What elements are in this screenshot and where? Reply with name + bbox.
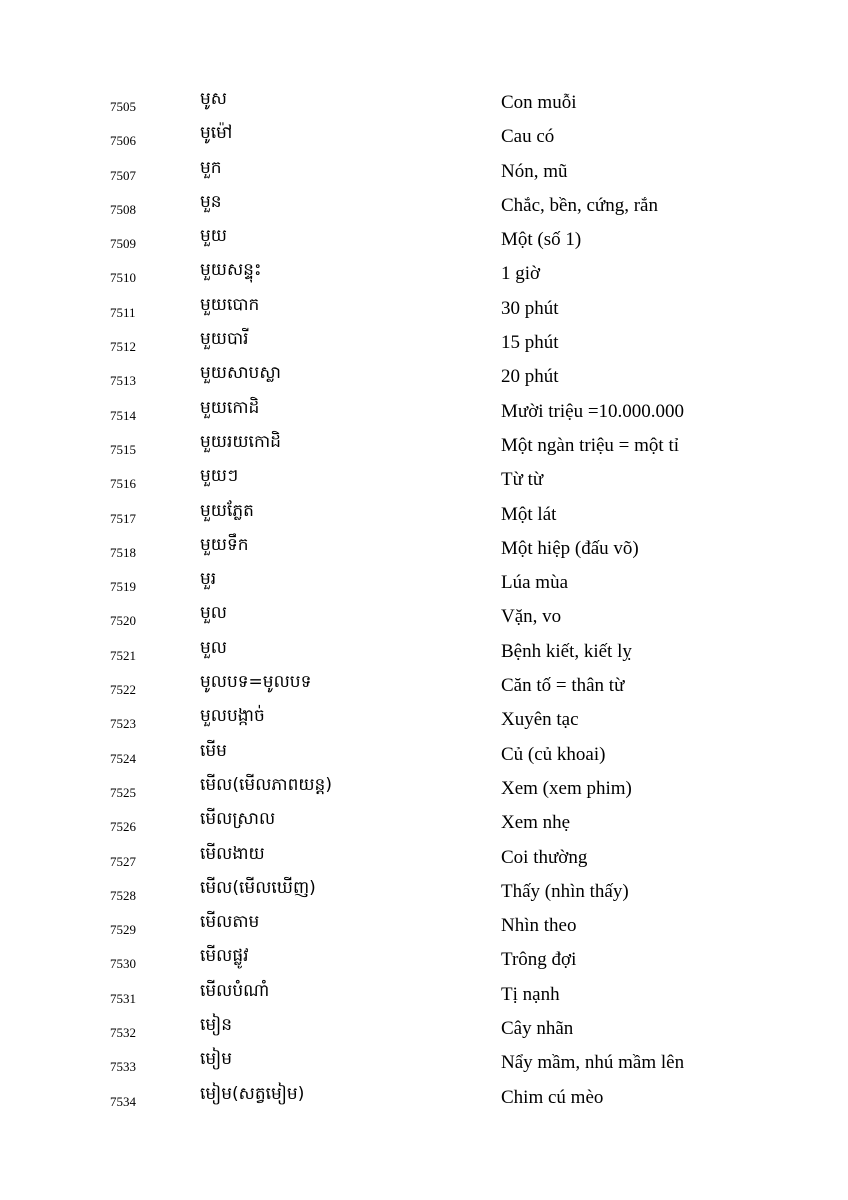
entry-number: 7520: [110, 613, 136, 629]
list-item: [0, 738, 848, 772]
list-item: [0, 703, 848, 737]
khmer-word: មួន: [200, 191, 222, 212]
khmer-word: មួយ: [200, 226, 227, 247]
entry-number: 7521: [110, 647, 136, 663]
entry-number: 7516: [110, 476, 136, 492]
vietnamese-meaning: 15 phút: [501, 332, 559, 354]
vietnamese-meaning: Xuyên tạc: [501, 709, 579, 731]
entry-number: 7507: [110, 167, 136, 183]
entry-number: 7526: [110, 819, 136, 835]
vietnamese-meaning: Xem nhẹ: [501, 812, 571, 834]
entry-number: 7513: [110, 373, 136, 389]
khmer-word: មួយកោដិ: [200, 397, 260, 418]
vietnamese-meaning: Nón, mũ: [501, 160, 568, 182]
list-item: [0, 498, 848, 532]
entry-number: 7514: [110, 407, 136, 423]
list-item: [0, 806, 848, 840]
list-item: [0, 1012, 848, 1046]
entry-number: 7528: [110, 887, 136, 903]
khmer-word: មួល: [200, 603, 227, 624]
list-item: [0, 1081, 848, 1115]
vietnamese-meaning: Trông đợi: [501, 949, 577, 971]
khmer-word: មៀន: [200, 1015, 233, 1036]
list-item: [0, 223, 848, 257]
vietnamese-meaning: Củ (củ khoai): [501, 743, 606, 765]
entry-number: 7519: [110, 579, 136, 595]
vietnamese-meaning: Bệnh kiết, kiết lỵ: [501, 640, 632, 662]
vietnamese-meaning: 30 phút: [501, 297, 559, 319]
vietnamese-meaning: Một lát: [501, 503, 557, 525]
entry-number: 7531: [110, 990, 136, 1006]
khmer-word: មួល: [200, 637, 227, 658]
vietnamese-meaning: Một (số 1): [501, 229, 582, 251]
khmer-word: មៀម(សត្វមៀម): [200, 1083, 305, 1104]
entry-number: 7510: [110, 270, 136, 286]
list-item: [0, 463, 848, 497]
khmer-word: មួយបារី: [200, 329, 249, 350]
khmer-word: មួយបោក: [200, 294, 260, 315]
list-item: [0, 532, 848, 566]
vietnamese-meaning: Một ngàn triệu = một tỉ: [501, 434, 680, 456]
khmer-word: មួលបង្កាច់: [200, 706, 265, 727]
vietnamese-meaning: Nẩy mầm, nhú mầm lên: [501, 1052, 685, 1074]
khmer-word: មើលតាម: [200, 912, 260, 933]
entry-number: 7509: [110, 236, 136, 252]
vietnamese-meaning: Nhìn theo: [501, 915, 577, 937]
entry-number: 7512: [110, 339, 136, 355]
list-item: [0, 257, 848, 291]
list-item: [0, 772, 848, 806]
entry-number: 7532: [110, 1025, 136, 1041]
khmer-word: មួក: [200, 157, 222, 178]
vietnamese-meaning: Coi thường: [501, 846, 588, 868]
entry-number: 7534: [110, 1093, 136, 1109]
vietnamese-meaning: Thấy (nhìn thấy): [501, 880, 629, 902]
list-item: [0, 841, 848, 875]
khmer-word: មើម: [200, 740, 227, 761]
khmer-word: មួយសន្ទុះ: [200, 260, 262, 281]
entry-number: 7518: [110, 544, 136, 560]
entry-number: 7515: [110, 441, 136, 457]
khmer-word: មើល(មើលភាពយន្ត): [200, 774, 332, 795]
list-item: [0, 909, 848, 943]
list-item: [0, 978, 848, 1012]
vietnamese-meaning: Chắc, bền, cứng, rắn: [501, 194, 658, 216]
list-item: [0, 120, 848, 154]
khmer-word: មៀម: [200, 1049, 233, 1070]
khmer-word: មួយភ្លែត: [200, 500, 254, 521]
entry-number: 7511: [110, 304, 136, 320]
khmer-word: មួរ: [200, 569, 217, 590]
khmer-word: មួយសាបស្លា: [200, 363, 281, 384]
entry-number: 7522: [110, 682, 136, 698]
vietnamese-meaning: Tị nạnh: [501, 983, 560, 1005]
vietnamese-meaning: Lúa mùa: [501, 572, 569, 594]
vietnamese-meaning: 1 giờ: [501, 263, 541, 285]
list-item: [0, 566, 848, 600]
list-item: [0, 600, 848, 634]
entry-number: 7523: [110, 716, 136, 732]
list-item: [0, 1046, 848, 1080]
list-item: [0, 189, 848, 223]
vietnamese-meaning: Một hiệp (đấu võ): [501, 537, 639, 559]
entry-list: [0, 86, 848, 1115]
khmer-word: មើលបំណាំ: [200, 980, 270, 1001]
list-item: [0, 292, 848, 326]
khmer-word: មួយទឹក: [200, 534, 249, 555]
khmer-word: មួយរយកោដិ: [200, 431, 281, 452]
entry-number: 7530: [110, 956, 136, 972]
vietnamese-meaning: Cau có: [501, 126, 555, 148]
khmer-word: មូម៉ៅ: [200, 123, 233, 144]
list-item: [0, 86, 848, 120]
entry-number: 7517: [110, 510, 136, 526]
vietnamese-meaning: Con muỗi: [501, 92, 577, 113]
entry-number: 7505: [110, 99, 136, 114]
vietnamese-meaning: Xem (xem phim): [501, 777, 632, 799]
entry-number: 7506: [110, 133, 136, 149]
entry-number: 7525: [110, 784, 136, 800]
khmer-word: មើលស្រាល: [200, 809, 276, 830]
khmer-word: មូស: [200, 89, 227, 109]
list-item: [0, 155, 848, 189]
khmer-word: មើល(មើលឃើញ): [200, 877, 316, 898]
list-item: [0, 395, 848, 429]
vietnamese-meaning: Vặn, vo: [501, 606, 562, 628]
entry-number: 7524: [110, 750, 136, 766]
list-item: [0, 669, 848, 703]
vietnamese-meaning: 20 phút: [501, 366, 559, 388]
list-item: [0, 429, 848, 463]
list-item: [0, 635, 848, 669]
vietnamese-meaning: Căn tố = thân từ: [501, 675, 625, 697]
khmer-word: មើលផ្លូវ: [200, 946, 249, 967]
khmer-word: មូលបទ=មូលបទ: [200, 672, 312, 693]
entry-number: 7508: [110, 201, 136, 217]
khmer-word: មើលងាយ: [200, 843, 265, 864]
entry-number: 7533: [110, 1059, 136, 1075]
list-item: [0, 360, 848, 394]
vietnamese-meaning: Cây nhãn: [501, 1018, 574, 1040]
entry-number: 7529: [110, 922, 136, 938]
khmer-word: មួយៗ: [200, 466, 239, 487]
list-item: [0, 326, 848, 360]
vietnamese-meaning: Chim cú mèo: [501, 1086, 604, 1108]
vietnamese-meaning: Từ từ: [501, 469, 544, 491]
entry-number: 7527: [110, 853, 136, 869]
vietnamese-meaning: Mười triệu =10.000.000: [501, 400, 685, 422]
list-item: [0, 875, 848, 909]
list-item: [0, 943, 848, 977]
